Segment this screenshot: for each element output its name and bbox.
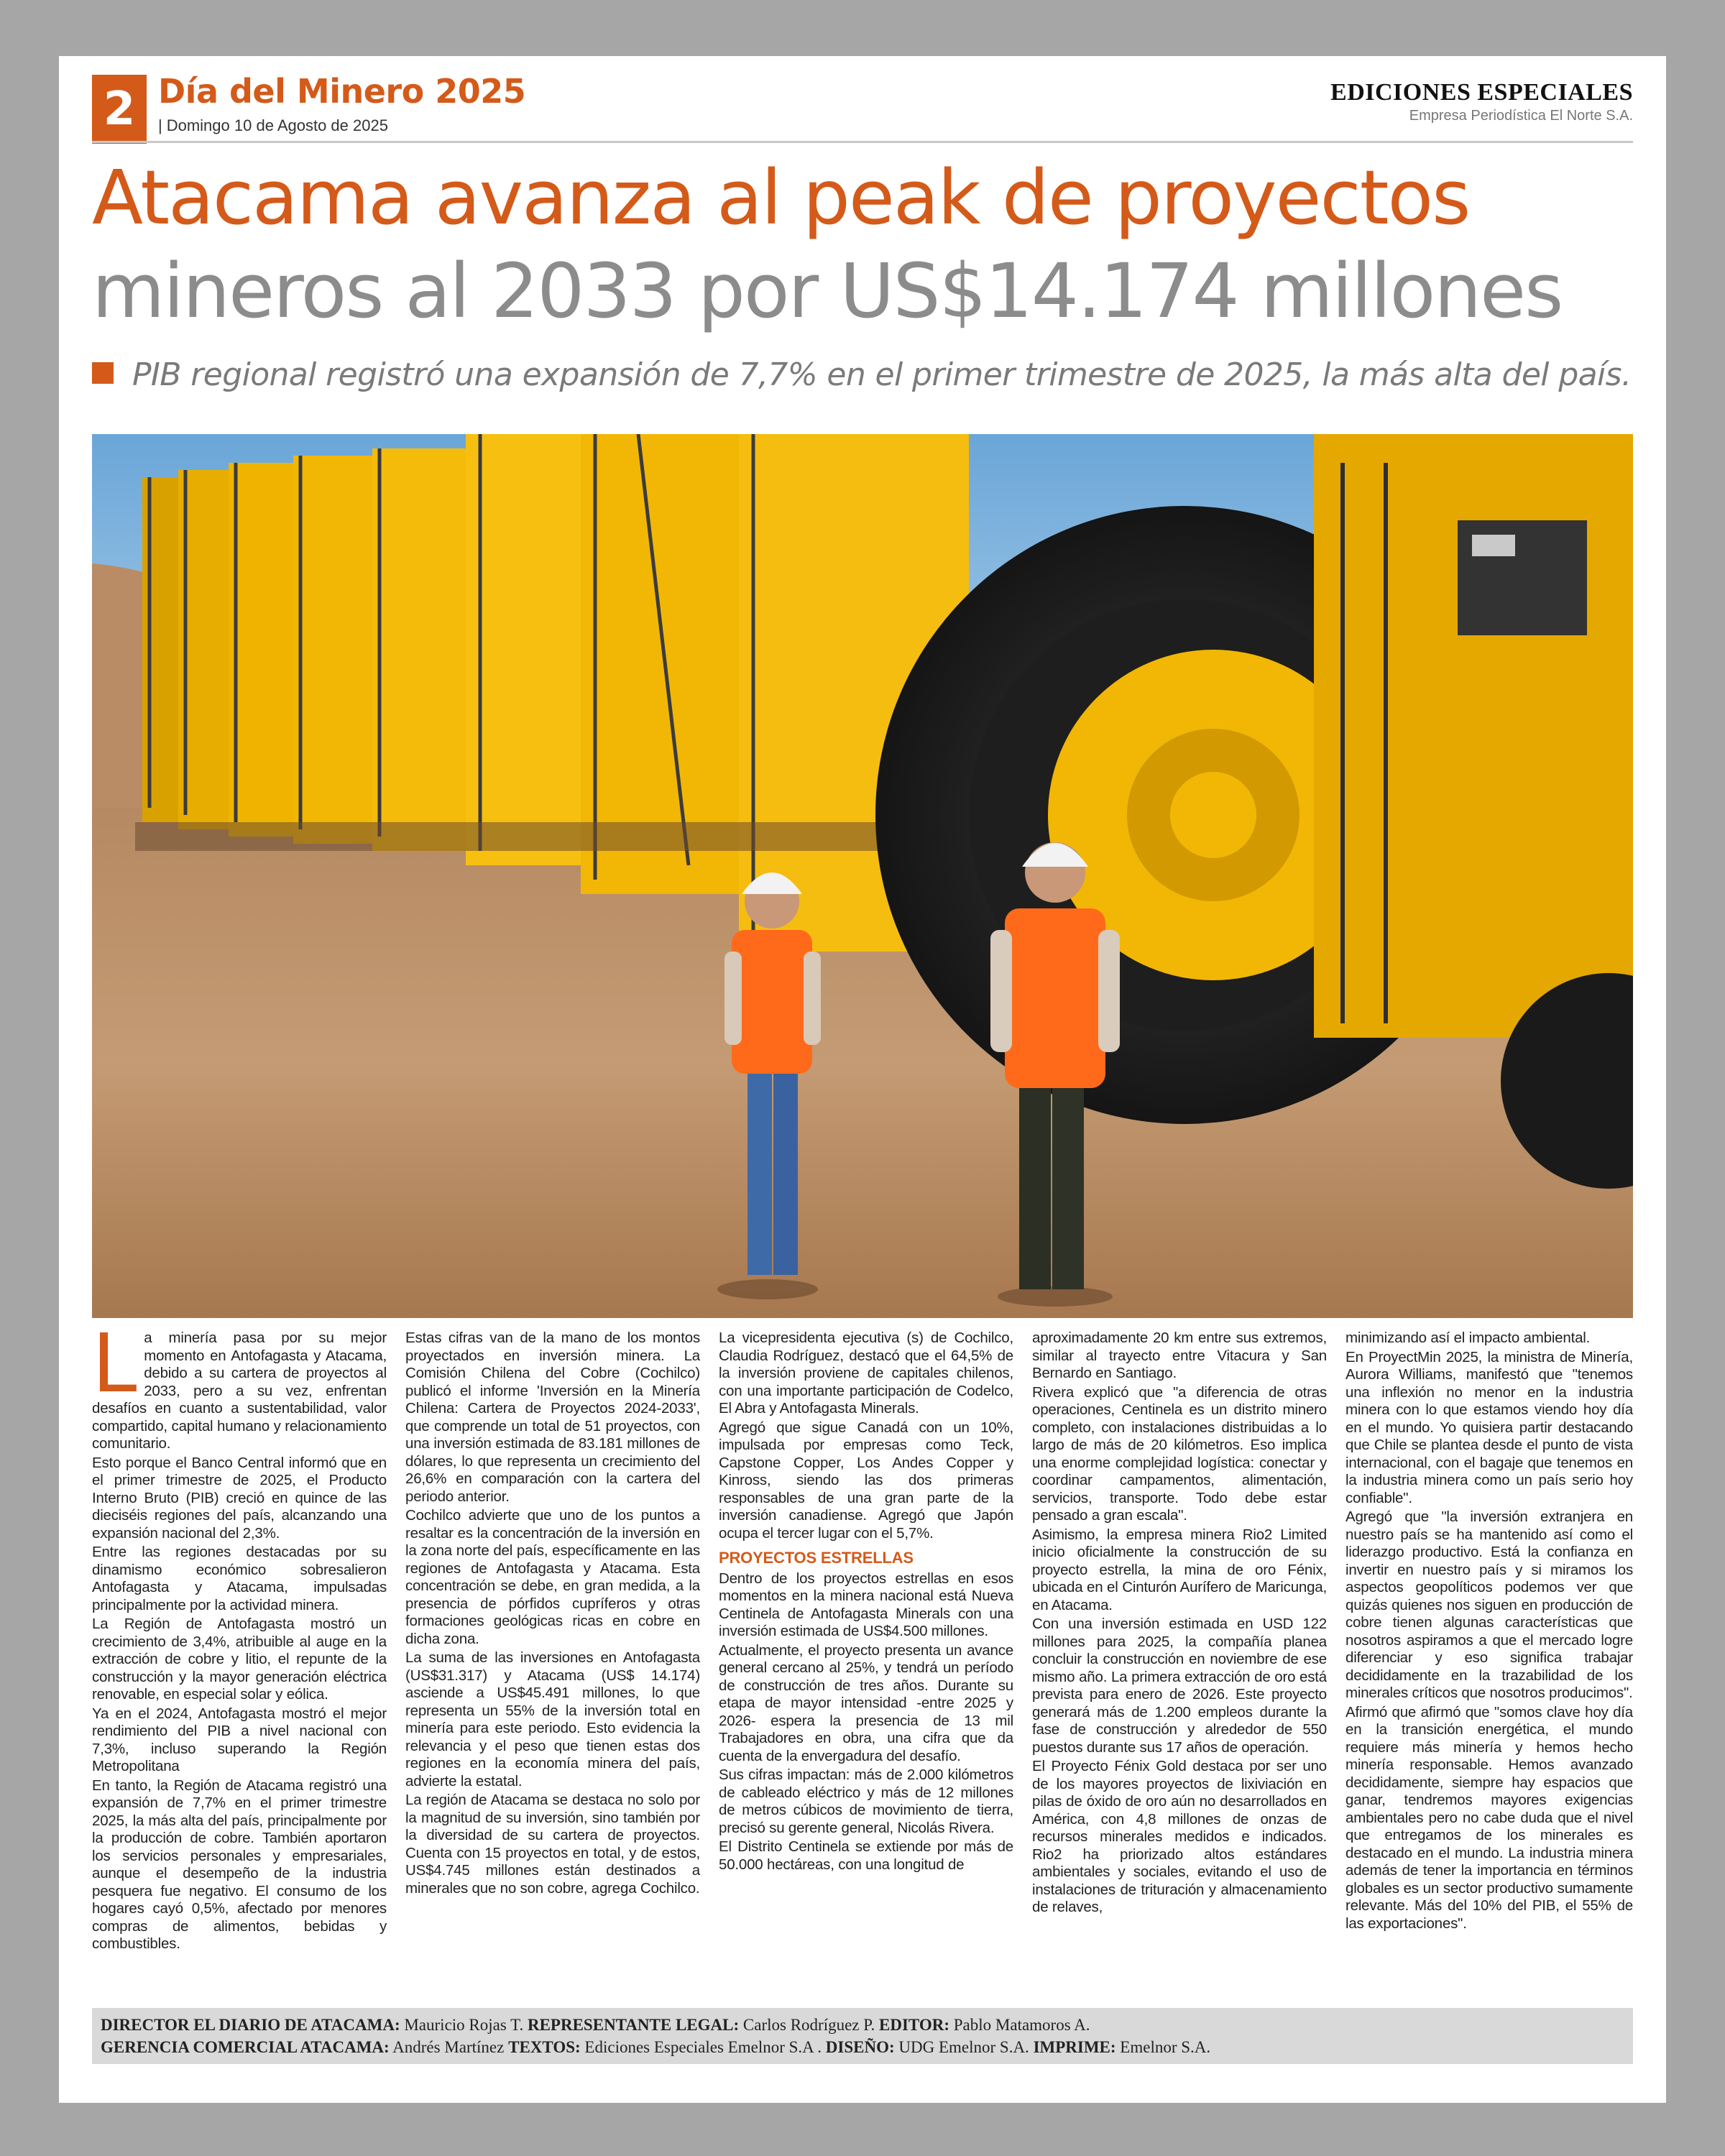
print-name: Emelnor S.A. [1120, 2038, 1211, 2056]
article-column-4 [1032, 1330, 1327, 1984]
legal-rep-label: REPRESENTANTE LEGAL: [527, 2016, 740, 2034]
square-bullet-icon [92, 362, 114, 384]
paragraph: La suma de las inversiones en Antofagasta (US$31.317) y Atacama (US$ 14.174) asciende a US$45.491 millones, lo que representa un 55% de la inversión total en minería para este periodo. Esto evidencia la relevancia y el peso que tienen estas dos regiones en la economía minera del país, advierte la estatal. [405, 1649, 700, 1789]
design-label: DISEÑO: [825, 2038, 895, 2056]
mining-trucks-photo [92, 434, 1633, 1318]
paragraph: La región de Atacama se destaca no solo por la magnitud de su inversión, sino también por la diversidad de su cartera de proyectos. Cuenta con 15 proyectos en total, y de estos, US$4.745 millones están destinados a minerales que no son cobre, agrega Cochilco. [405, 1792, 700, 1897]
paragraph: Entre las regiones destacadas por su dinamismo económico sobresalieron Antofagasta y Atacama, impulsadas principalmente por la actividad minera. [92, 1544, 387, 1613]
legal-rep-name: Carlos Rodríguez P. [742, 2016, 875, 2034]
credits-box [92, 2008, 1633, 2064]
director-label: DIRECTOR EL DIARIO DE ATACAMA: [101, 2016, 400, 2034]
paragraph: Agregó que "la inversión extranjera en nuestro país se ha mantenido así como el liderazgo productivo. Está la confianza en invertir en nuestro país y si miramos los aspectos geopolíticos podemos ver que quizás quienes nos siguen en producción de cobre tienen algunas características que nosotros aspiramos a que el mercado logre diferenciar y eso significa trabajar decididamente en la trazabilidad de los minerales críticos que nosotros producimos". [1346, 1508, 1633, 1701]
commercial-label: GERENCIA COMERCIAL ATACAMA: [101, 2038, 390, 2056]
paragraph: Esto porque el Banco Central informó que en el primer trimestre de 2025, el Producto Interno Bruto (PIB) creció en quince de las dieciséis regiones del país, alcanzando una expansión nacional del 2,3%. [92, 1454, 387, 1542]
paragraph: En ProyectMin 2025, la ministra de Minería, Aurora Williams, manifestó que "tenemos una inflexión no menor en la industria minera con lo que estamos viendo hoy día en el mundo. Yo quisiera partir destacando que Chile se plantea desde el punto de vista internacional, con el bagaje que tenemos en la industria minera como un país serio hoy confiable". [1346, 1348, 1633, 1506]
paragraph: El Proyecto Fénix Gold destaca por ser uno de los mayores proyectos de lixiviación en pilas de óxido de oro aún no desarrollados en América, con 4,8 millones de onzas de recursos minerales medidos e indicados. Rio2 ha priorizado altos estándares ambientales y sociales, evitando el uso de instalaciones de trituración y almacenamiento de relaves, [1032, 1758, 1327, 1915]
header-divider [92, 141, 1633, 143]
paragraph: Agregó que sigue Canadá con un 10%, impulsada por empresas como Teck, Capstone Copper, Los Andes Copper y Kinross, siendo las dos primeras responsables de una gran parte de la inversión canadiense. Agregó que Japón ocupa el tercer lugar con el 5,7%. [719, 1419, 1013, 1542]
paragraph: Dentro de los proyectos estrellas en esos momentos en la minera nacional está Nueva Centinela de Antofagasta Minerals con una inversión estimada de US$4.500 millones. [719, 1570, 1013, 1639]
article-column-3 [719, 1330, 1013, 1984]
section-title: Día del Minero 2025 [158, 72, 526, 111]
texts-name: Ediciones Especiales Emelnor S.A . [584, 2038, 822, 2056]
date-text: Domingo 10 de Agosto de 2025 [166, 116, 388, 134]
paragraph: aproximadamente 20 km entre sus extremos, similar al trayecto entre Vitacura y San Bernardo en Santiago. [1032, 1330, 1327, 1381]
design-name: UDG Emelnor S.A. [898, 2038, 1029, 2056]
drop-cap: L [92, 1330, 137, 1411]
paragraph: Rivera explicó que "a diferencia de otras operaciones, Centinela es un distrito minero completo, con instalaciones distribuidas a lo largo de más de 20 kilómetros. Eso implica una enorme complejidad logística: conectar y coordinar campamentos, alimentación, servicios, transporte. Todo debe estar pensado a gran escala". [1032, 1383, 1327, 1524]
article-column-2 [405, 1330, 700, 1984]
photo-illustration [92, 434, 1633, 1318]
editor-label: EDITOR: [879, 2016, 950, 2034]
credits-line-2 [101, 2036, 1624, 2058]
paragraph: Cochilco advierte que uno de los puntos a resaltar es la concentración de la inversión en la zona norte del país, específicamente en las regiones de Antofagasta y Atacama. Esta concentración se debe, en gran medida, a la presencia de pórfidos cupríferos y otras formaciones geológicas ricas en cobre en dicha zona. [405, 1507, 700, 1647]
paragraph: En tanto, la Región de Atacama registró una expansión de 7,7% en el primer trimestre 2025, la más alta del país, principalmente por la producción de cobre. También aportaron los servicios personales y empresariales, aunque el desempeño de la industria pesquera fue negativo. El consumo de los hogares cayó 0,5%, afectado por menores compras de alimentos, bebidas y combustibles. [92, 1777, 387, 1952]
newspaper-page [59, 56, 1666, 2103]
headline-line-1: Atacama avanza al peak de proyectos [92, 154, 1470, 241]
credits-line-1 [101, 2014, 1624, 2036]
subheadline [92, 356, 1631, 393]
headline-line-2: mineros al 2033 por US$14.174 millones [92, 247, 1563, 335]
publication-date [158, 116, 388, 135]
director-name: Mauricio Rojas T. [404, 2016, 524, 2034]
texts-label: TEXTOS: [508, 2038, 581, 2056]
commercial-name: Andrés Martínez [392, 2038, 505, 2056]
paragraph: Afirmó que afirmó que "somos clave hoy día en la transición energética, el mundo requiere más minería y hemos hecho minería responsable. Hemos avanzado decididamente, siempre hay espacios que ganar, tendremos mayores exigencias ambientales pero no cabe duda que el nivel que entregamos de los minerales es destacado en el mundo. La industria minera además de tener la importancia en términos globales es un sector productivo sumamente relevante. Más del 10% del PIB, el 55% de las exportaciones". [1346, 1703, 1633, 1932]
paragraph: La Región de Antofagasta mostró un crecimiento de 3,4%, atribuible al auge en la extracción de cobre y litio, el repunte de la construcción y la mayor generación eléctrica renovable, en especial solar y eólica. [92, 1616, 387, 1703]
paragraph: La vicepresidenta ejecutiva (s) de Cochilco, Claudia Rodríguez, destacó que el 64,5% de la inversión proviene de capitales chilenos, con una importante participación de Codelco, El Abra y Antofagasta Minerals. [719, 1330, 1013, 1416]
print-label: IMPRIME: [1033, 2038, 1116, 2056]
publisher-block [1330, 79, 1633, 124]
page-header [92, 65, 1633, 144]
paragraph: Ya en el 2024, Antofagasta mostró el mejor rendimiento del PIB a nivel nacional con 7,3%, incluso superando la Región Metropolitana [92, 1705, 387, 1774]
section-subtitle: PROYECTOS ESTRELLAS [719, 1549, 914, 1567]
paragraph: a minería pasa por su mejor momento en Antofagasta y Atacama, debido a su cartera de proyectos al 2033, pero a su vez, enfrentan desafíos en cuanto a sustentabilidad, valor compartido, capital humano y relacionamiento comunitario. [92, 1330, 387, 1452]
publisher-company: Empresa Periodística El Norte S.A. [1409, 108, 1633, 124]
editor-name: Pablo Matamoros A. [953, 2016, 1090, 2034]
paragraph: Sus cifras impactan: más de 2.000 kilómetros de cableado eléctrico y más de 12 millones de metros cúbicos de movimiento de tierra, precisó su gerente general, Nicolás Rivera. [719, 1766, 1013, 1836]
paragraph: Con una inversión estimada en USD 122 millones para 2025, la compañía planea concluir la construcción en noviembre de ese mismo año. La primera extracción de oro está prevista para enero de 2026. Este proyecto generará más de 1.200 empleos durante la fase de construcción y alrededor de 550 puestos durante sus 17 años de operación. [1032, 1616, 1327, 1756]
article-column-5 [1346, 1330, 1633, 1984]
article-body [92, 1330, 1633, 1984]
page-number-badge: 2 [92, 75, 147, 144]
paragraph: minimizando así el impacto ambiental. [1346, 1330, 1591, 1346]
paragraph: Asimismo, la empresa minera Rio2 Limited inicio oficialmente la construcción de su proyecto estrella, la mina de oro Fénix, ubicada en el Cinturón Aurífero de Maricunga, en Atacama. [1032, 1526, 1327, 1613]
paragraph: Estas cifras van de la mano de los montos proyectados en inversión minera. La Comisión Chilena del Cobre (Cochilco) publicó el informe 'Inversión en la Minería Chilena: Cartera de Proyectos 2024-2033', que comprende un total de 51 proyectos, con una inversión estimada de 83.181 millones de dólares, lo que representa un crecimiento del 26,6% en comparación con la cartera del periodo anterior. [405, 1330, 700, 1505]
publisher-name: EDICIONES ESPECIALES [1330, 79, 1633, 106]
paragraph: Actualmente, el proyecto presenta un avance general cercano al 25%, y tendrá un período de construcción de tres años. Durante su etapa de mayor intensidad -entre 2025 y 2026- espera la presencia de 13 mil Trabajadores en obra, una cifra que da cuenta de la envergadura del desafío. [719, 1641, 1013, 1764]
subheadline-text: PIB regional registró una expansión de 7,7% en el primer trimestre de 2025, la más alta del país. [132, 356, 1632, 393]
paragraph: El Distrito Centinela se extiende por más de 50.000 hectáreas, con una longitud de [719, 1838, 1013, 1873]
article-column-1 [92, 1330, 387, 1984]
